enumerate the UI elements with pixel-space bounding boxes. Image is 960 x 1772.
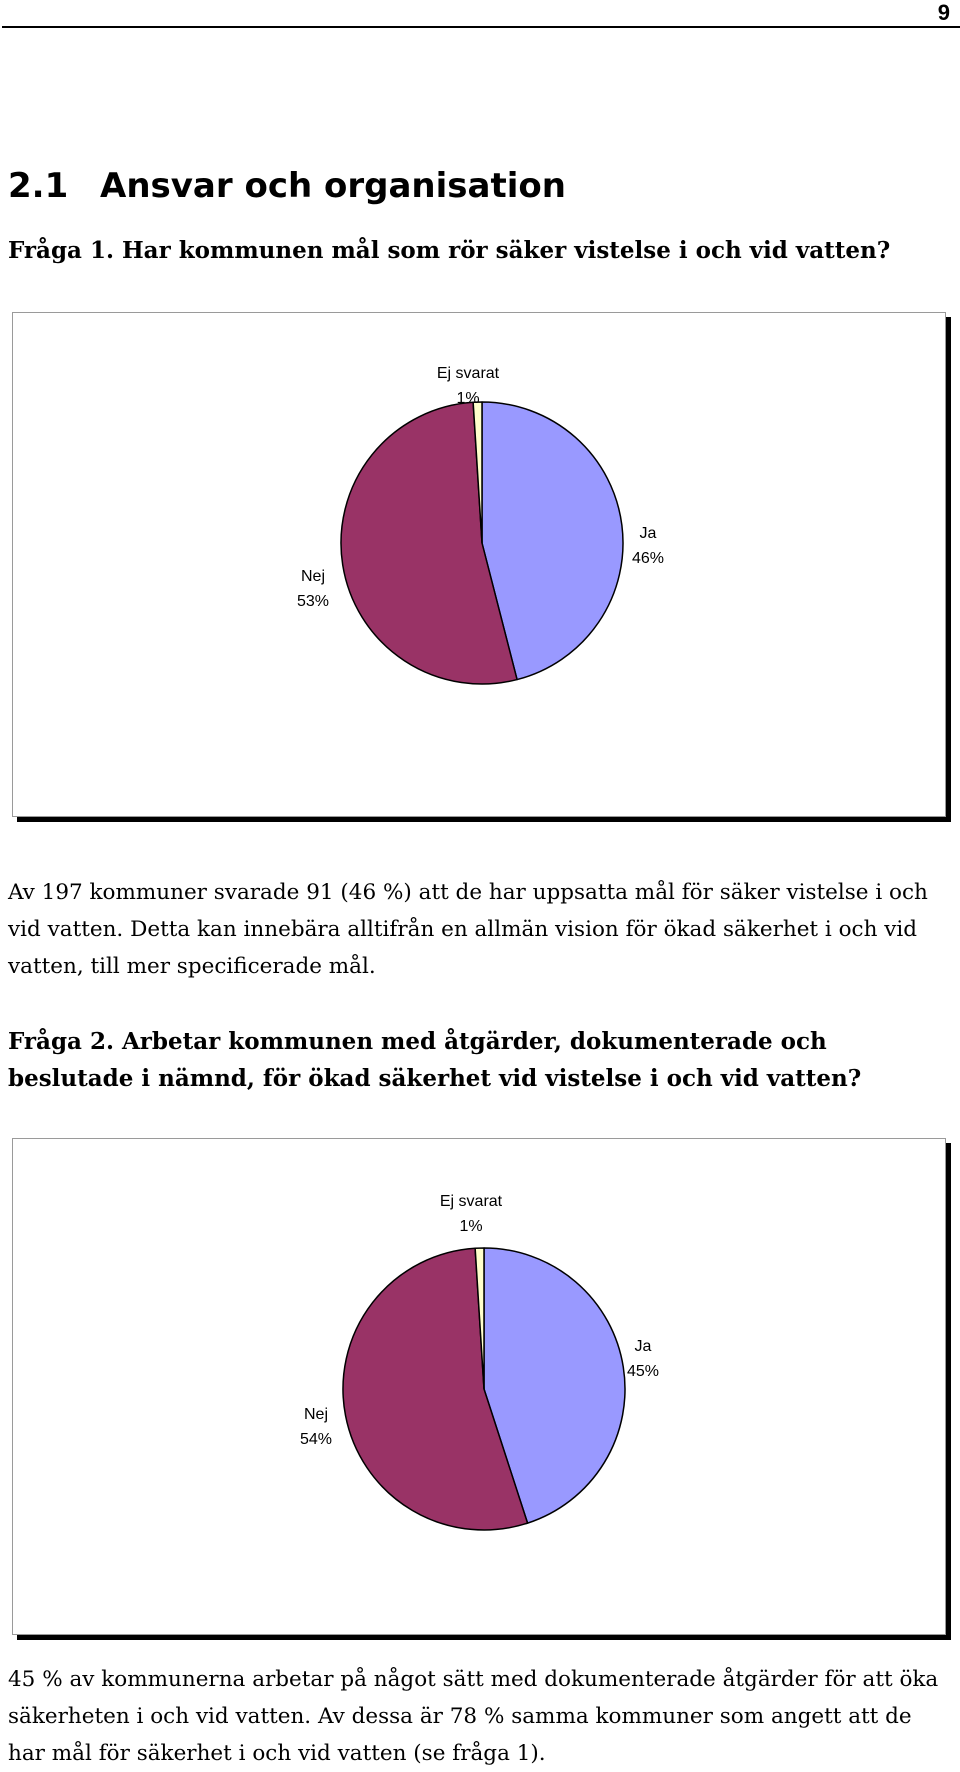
label-ja-name: Ja [634,1338,652,1355]
label-nej-name: Nej [300,568,326,585]
label-ej-svarat-pct: 1% [459,1218,483,1235]
section-title-text: Ansvar och organisation [100,166,566,206]
header-rule [2,26,960,28]
label-nej-pct: 53% [296,593,330,610]
pie-chart-1-slices [341,402,623,684]
label-ej-svarat-pct: 1% [456,390,480,407]
paragraph-1: Av 197 kommuner svarade 91 (46 %) att de har uppsatta mål för säker vistelse i och vid vatten. Detta kan innebära alltifrån en allmän vision för ökad säkerhet i och vid vatten, till mer specificerade mål. [8,880,928,979]
section-number: 2.1 [8,166,69,206]
pie-chart-1 [12,312,946,817]
pie-chart-1-svg [13,313,945,816]
label-nej-name: Nej [303,1406,329,1423]
label-nej-pct: 54% [299,1431,333,1448]
label-ja-name: Ja [639,525,657,542]
label-ej-svarat-name: Ej svarat [439,1193,503,1210]
paragraph-2: 45 % av kommunerna arbetar på något sätt med dokumenterade åtgärder för att öka säkerheten i och vid vatten. Av dessa är 78 % samma kommuner som angett att de har mål för säkerhet i och vid vatten (se fråga 1). [8,1667,939,1766]
question-1: Fråga 1. Har kommunen mål som rör säker vistelse i och vid vatten? [8,237,891,264]
pie-chart-2-svg [13,1139,945,1634]
question-2: Fråga 2. Arbetar kommunen med åtgärder, dokumenterade och beslutade i nämnd, för ökad säkerhet vid vistelse i och vid vatten? [8,1028,862,1092]
page-number: 9 [937,0,950,25]
label-ja-pct: 45% [626,1363,660,1380]
label-ej-svarat-name: Ej svarat [436,365,500,382]
pie-chart-2 [12,1138,946,1635]
label-ja-pct: 46% [631,550,665,567]
section-title [8,166,566,206]
pie-chart-2-slices [343,1248,625,1530]
